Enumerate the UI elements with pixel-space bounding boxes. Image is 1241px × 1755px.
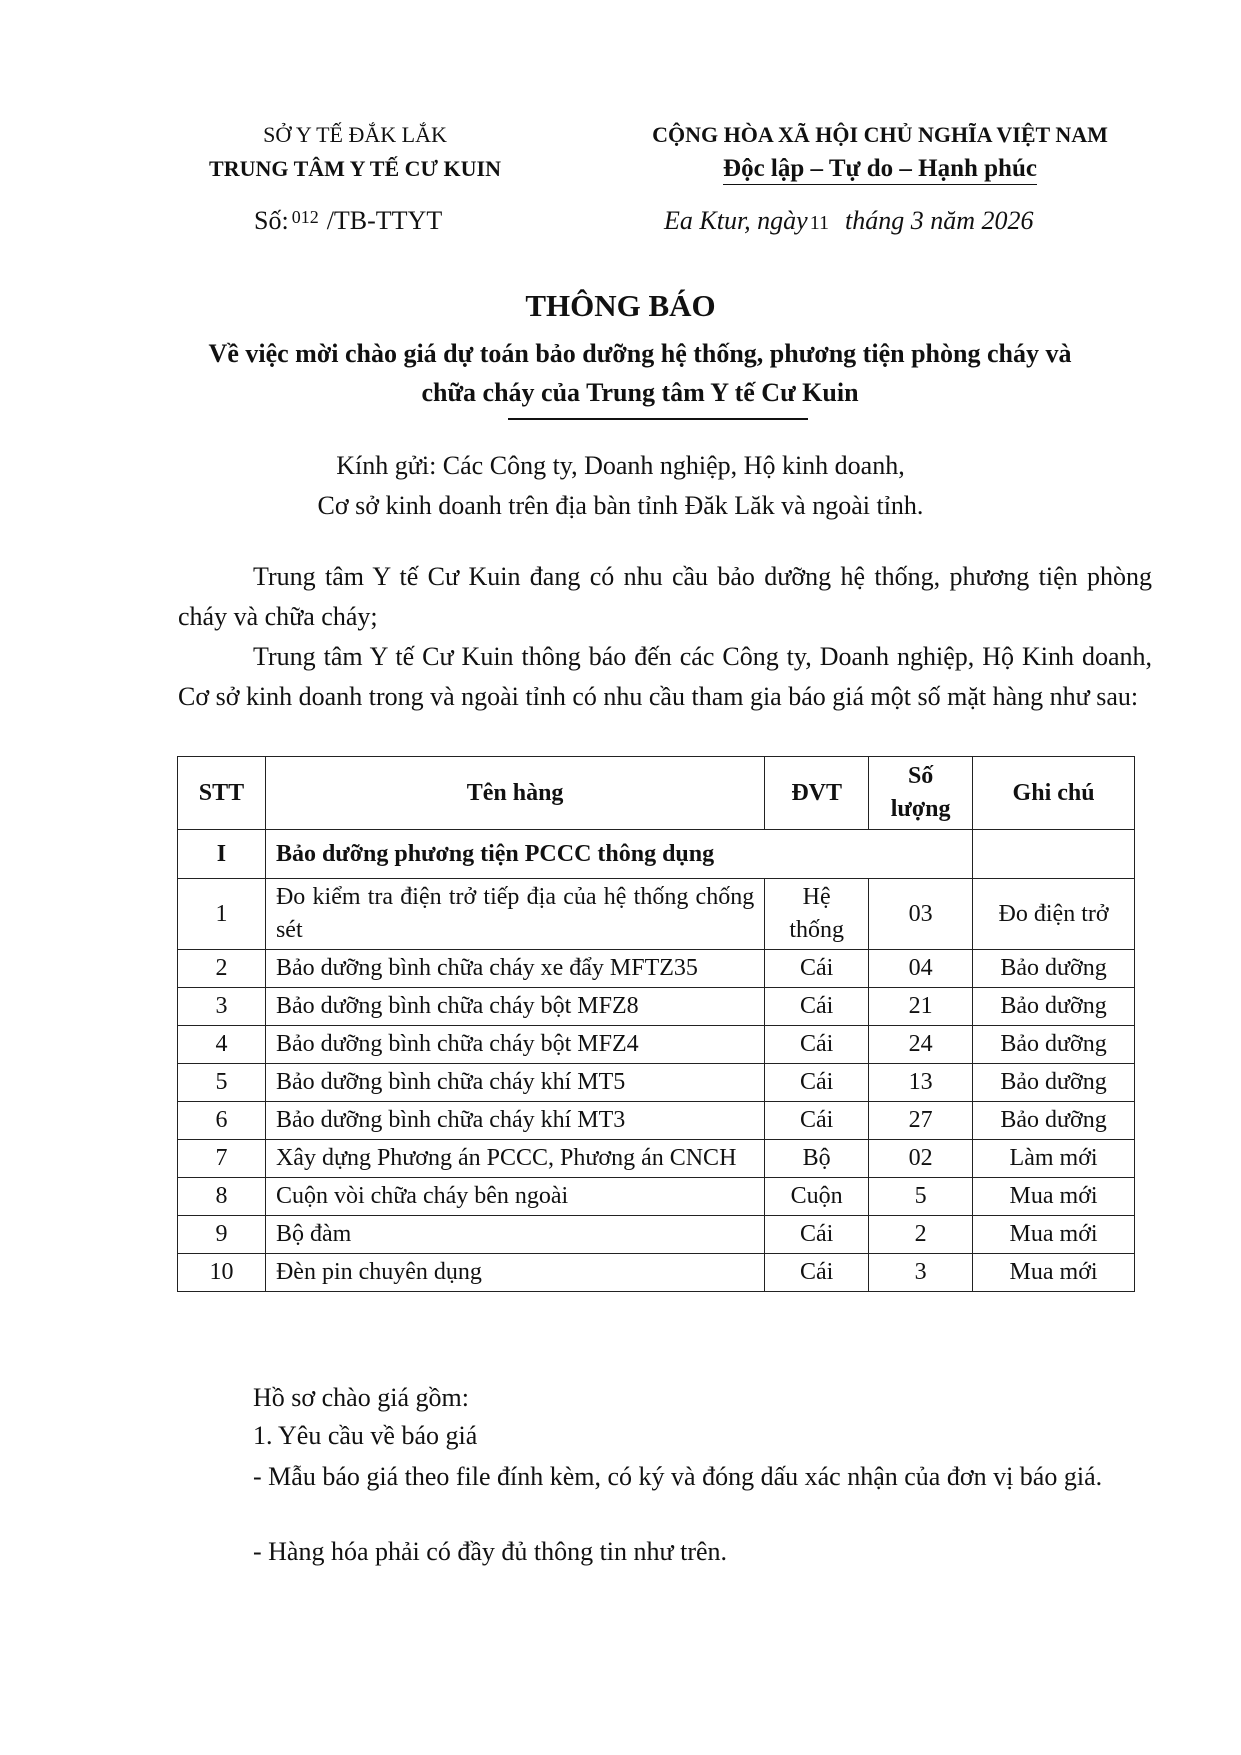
cell-note: Đo điện trở — [973, 879, 1135, 950]
cell-name: Đo kiểm tra điện trở tiếp địa của hệ thống chống sét — [265, 879, 764, 950]
cell-stt: 6 — [178, 1102, 266, 1140]
cell-stt: 8 — [178, 1178, 266, 1216]
requirement-bullet-2: - Hàng hóa phải có đầy đủ thông tin như trên. — [253, 1537, 728, 1566]
country-name: CỘNG HÒA XÃ HỘI CHỦ NGHĨA VIỆT NAM — [652, 122, 1108, 147]
cell-name: Bảo dưỡng bình chữa cháy bột MFZ8 — [265, 988, 764, 1026]
so-number: 012 — [291, 207, 319, 227]
section-stt: I — [178, 830, 266, 879]
document-date — [664, 206, 1034, 236]
cell-unit: Cái — [765, 1026, 869, 1064]
header-name: Tên hàng — [265, 757, 764, 830]
table-row — [178, 1026, 1135, 1064]
cell-stt: 10 — [178, 1254, 266, 1292]
date-suffix: tháng 3 năm 2026 — [845, 206, 1034, 235]
cell-unit: Cái — [765, 1254, 869, 1292]
cell-note: Bảo dưỡng — [973, 1102, 1135, 1140]
cell-qty: 13 — [869, 1064, 973, 1102]
table-row — [178, 1216, 1135, 1254]
cell-note: Mua mới — [973, 1254, 1135, 1292]
table-row — [178, 988, 1135, 1026]
table-row — [178, 1178, 1135, 1216]
cell-note: Bảo dưỡng — [973, 1064, 1135, 1102]
cell-unit: Cuộn — [765, 1178, 869, 1216]
cell-unit: Bộ — [765, 1140, 869, 1178]
cell-stt: 4 — [178, 1026, 266, 1064]
agency-block — [190, 118, 520, 186]
cell-qty: 24 — [869, 1026, 973, 1064]
cell-stt: 2 — [178, 950, 266, 988]
agency-name: TRUNG TÂM Y TẾ CƯ KUIN — [209, 156, 501, 181]
cell-note: Làm mới — [973, 1140, 1135, 1178]
table-row — [178, 950, 1135, 988]
cell-qty: 27 — [869, 1102, 973, 1140]
cell-name: Bảo dưỡng bình chữa cháy khí MT3 — [265, 1102, 764, 1140]
document-subtitle — [140, 334, 1140, 412]
bullet-1-text: - Mẫu báo giá theo file đính kèm, có ký và đóng dấu xác nhận của đơn vị báo giá. — [253, 1462, 1103, 1491]
cell-stt: 1 — [178, 879, 266, 950]
section-row — [178, 830, 1135, 879]
agency-parent: SỞ Y TẾ ĐẮK LẮK — [263, 122, 447, 147]
cell-stt: 3 — [178, 988, 266, 1026]
requirement-bullet-1 — [178, 1457, 1152, 1497]
header-unit: ĐVT — [765, 757, 869, 830]
title-divider — [508, 418, 808, 420]
intro-paragraph-2 — [178, 637, 1152, 717]
paragraph-1-text: Trung tâm Y tế Cư Kuin đang có nhu cầu bảo dưỡng hệ thống, phương tiện phòng cháy và chữa cháy; — [178, 562, 1152, 631]
cell-name: Bảo dưỡng bình chữa cháy xe đẩy MFTZ35 — [265, 950, 764, 988]
cell-qty: 02 — [869, 1140, 973, 1178]
cell-note: Bảo dưỡng — [973, 1026, 1135, 1064]
cell-unit: Cái — [765, 1064, 869, 1102]
header-stt: STT — [178, 757, 266, 830]
cell-note: Mua mới — [973, 1178, 1135, 1216]
cell-stt: 9 — [178, 1216, 266, 1254]
recipients-line-2: Cơ sở kinh doanh trên địa bàn tỉnh Đăk Lăk và ngoài tỉnh. — [317, 491, 924, 520]
motto — [645, 152, 1115, 186]
document-title: THÔNG BÁO — [525, 288, 716, 323]
cell-stt: 7 — [178, 1140, 266, 1178]
table-row — [178, 1064, 1135, 1102]
table-header-row — [178, 757, 1135, 830]
cell-stt: 5 — [178, 1064, 266, 1102]
table-row — [178, 1102, 1135, 1140]
cell-note: Bảo dưỡng — [973, 950, 1135, 988]
cell-qty: 3 — [869, 1254, 973, 1292]
cell-name: Xây dựng Phương án PCCC, Phương án CNCH — [265, 1140, 764, 1178]
cell-name: Bảo dưỡng bình chữa cháy khí MT5 — [265, 1064, 764, 1102]
cell-name: Đèn pin chuyên dụng — [265, 1254, 764, 1292]
cell-note: Mua mới — [973, 1216, 1135, 1254]
subtitle-line-1: Về việc mời chào giá dự toán bảo dưỡng hệ thống, phương tiện phòng cháy và — [208, 339, 1072, 368]
document-number — [254, 206, 442, 236]
subtitle-line-2: chữa cháy của Trung tâm Y tế Cư Kuin — [421, 378, 859, 407]
table-row — [178, 1140, 1135, 1178]
intro-paragraph-1 — [178, 557, 1152, 637]
paragraph-2-text: Trung tâm Y tế Cư Kuin thông báo đến các Công ty, Doanh nghiệp, Hộ Kinh doanh, Cơ sở kinh doanh trong và ngoài tỉnh có nhu cầu tham gia báo giá một số mặt hàng như sau: — [178, 642, 1152, 711]
cell-unit: Cái — [765, 1102, 869, 1140]
so-suffix: /TB-TTYT — [326, 206, 443, 235]
cell-note: Bảo dưỡng — [973, 988, 1135, 1026]
table-row — [178, 1254, 1135, 1292]
items-table — [177, 756, 1135, 1292]
recipients-line-1: Kính gửi: Các Công ty, Doanh nghiệp, Hộ kinh doanh, — [336, 451, 905, 480]
section-note — [973, 830, 1135, 879]
motto-text: Độc lập – Tự do – Hạnh phúc — [723, 155, 1037, 185]
cell-name: Bảo dưỡng bình chữa cháy bột MFZ4 — [265, 1026, 764, 1064]
cell-name: Bộ đàm — [265, 1216, 764, 1254]
recipients — [100, 446, 1141, 526]
date-prefix: Ea Ktur, ngày — [664, 206, 808, 235]
national-header — [645, 118, 1115, 186]
cell-qty: 04 — [869, 950, 973, 988]
table-row — [178, 879, 1135, 950]
cell-qty: 21 — [869, 988, 973, 1026]
so-label: Số: — [254, 206, 289, 235]
header-note: Ghi chú — [973, 757, 1135, 830]
cell-unit: Cái — [765, 950, 869, 988]
cell-qty: 5 — [869, 1178, 973, 1216]
cell-qty: 03 — [869, 879, 973, 950]
cell-qty: 2 — [869, 1216, 973, 1254]
cell-name: Cuộn vòi chữa cháy bên ngoài — [265, 1178, 764, 1216]
section-name: Bảo dưỡng phương tiện PCCC thông dụng — [265, 830, 972, 879]
cell-unit: Cái — [765, 1216, 869, 1254]
cell-unit: Hệ thống — [765, 879, 869, 950]
date-day: 11 — [809, 212, 829, 234]
ho-so-heading: Hồ sơ chào giá gồm: — [253, 1383, 469, 1412]
cell-unit: Cái — [765, 988, 869, 1026]
header-qty: Số lượng — [869, 757, 973, 830]
requirement-heading: 1. Yêu cầu về báo giá — [253, 1421, 478, 1450]
